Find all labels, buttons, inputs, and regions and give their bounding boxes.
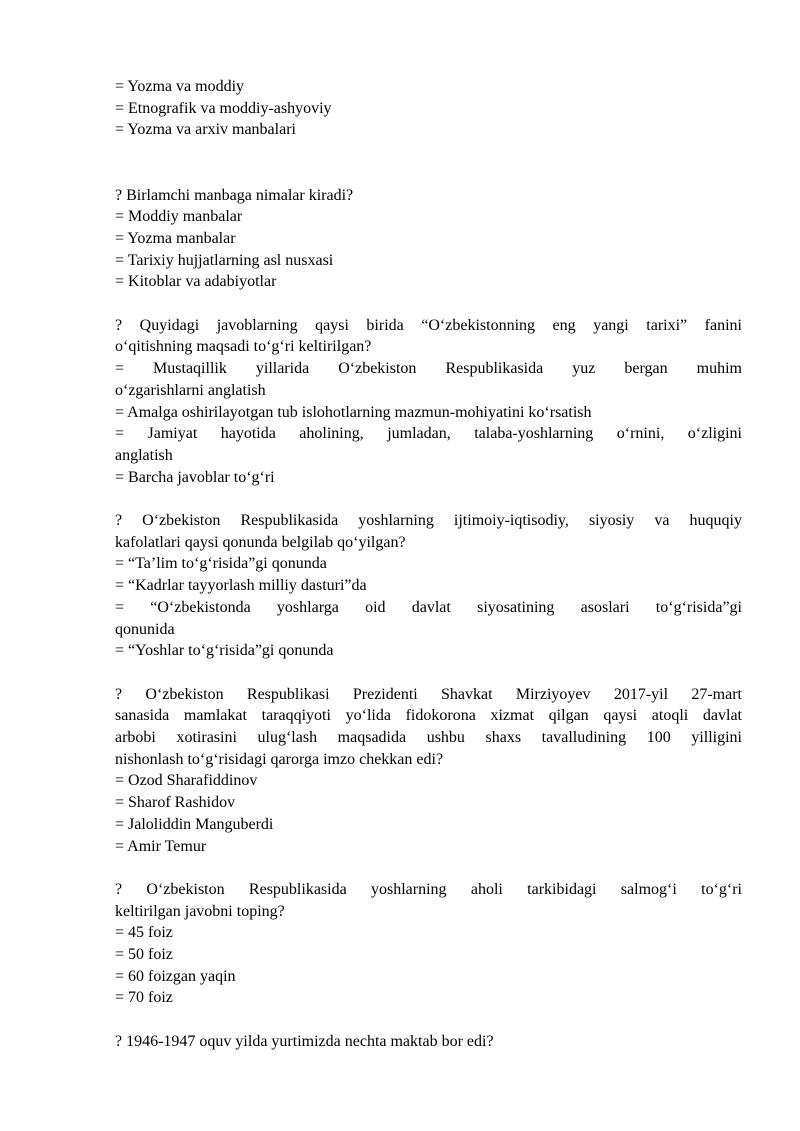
answer-option: = Mustaqillik yillarida O‘zbekiston Respublikasida yuz bergan muhim [115, 360, 742, 378]
answer-option: o‘zgarishlarni anglatish [115, 381, 266, 399]
question-text: ? O‘zbekiston Respublikasida yoshlarning aholi tarkibidagi salmog‘i to‘g‘ri [115, 880, 742, 898]
answer-option: = Amir Temur [115, 837, 207, 855]
answer-option: = Kitoblar va adabiyotlar [115, 273, 277, 291]
question-block [115, 510, 742, 662]
question-block [115, 315, 742, 489]
answer-option: = “O‘zbekistonda yoshlarga oid davlat siyosatining asoslari to‘g‘risida”gi [115, 598, 742, 616]
answer-option: = 70 foiz [115, 989, 173, 1007]
answer-option: = Yozma manbalar [115, 229, 236, 247]
answer-option: = Yozma va arxiv manbalari [115, 121, 296, 139]
answer-option: = Ozod Sharafiddinov [115, 772, 258, 790]
spacer [115, 662, 742, 684]
question-block [115, 1031, 742, 1053]
question-text: ? Quyidagi javoblarning qaysi birida “O‘zbekistonning eng yangi tarixi” fanini [115, 316, 742, 334]
question-text: ? O‘zbekiston Respublikasi Prezidenti Shavkat Mirziyoyev 2017-yil 27-mart [115, 685, 742, 703]
answer-option: = Jamiyat hayotida aholining, jumladan, talaba-yoshlarning o‘rnini, o‘zligini [115, 425, 742, 443]
answer-option: = Barcha javoblar to‘g‘ri [115, 468, 275, 486]
answer-option: = Etnografik va moddiy-ashyoviy [115, 99, 332, 117]
answer-option: qonunida [115, 620, 175, 638]
spacer [115, 488, 742, 510]
document-page [115, 76, 742, 1053]
question-block [115, 879, 742, 1009]
spacer [115, 293, 742, 315]
answer-option: = Tarixiy hujjatlarning asl nusxasi [115, 251, 334, 269]
question-text: arbobi xotirasini ulug‘lash maqsadida ushbu shaxs tavalludining 100 yilligini [115, 729, 742, 747]
question-text: sanasida mamlakat taraqqiyoti yo‘lida fidokorona xizmat qilgan qaysi atoqli davlat [115, 707, 742, 725]
question-text: kafolatlari qaysi qonunda belgilab qo‘yilgan? [115, 533, 406, 551]
answer-option: anglatish [115, 446, 173, 464]
answer-option: = Yozma va moddiy [115, 78, 245, 95]
answer-option: = 60 foizgan yaqin [115, 967, 236, 985]
answer-option: = Sharof Rashidov [115, 794, 236, 812]
spacer [115, 141, 742, 184]
question-block [115, 185, 742, 294]
answer-option: = Amalga oshirilayotgan tub islohotlarning mazmun-mohiyatini ko‘rsatish [115, 403, 592, 421]
question-text: keltirilgan javobni toping? [115, 902, 285, 920]
answer-option: = “Yoshlar to‘g‘risida”gi qonunda [115, 642, 334, 660]
question-text: ? O‘zbekiston Respublikasida yoshlarning ijtimoiy-iqtisodiy, siyosiy va huquqiy [115, 512, 742, 530]
answer-option: = 45 foiz [115, 924, 173, 942]
spacer [115, 1009, 742, 1031]
answer-option: = Jaloliddin Manguberdi [115, 815, 274, 833]
answer-option: = “Kadrlar tayyorlash milliy dasturi”da [115, 577, 367, 595]
intro-options [115, 76, 742, 141]
answer-option: = “Ta’lim to‘g‘risida”gi qonunda [115, 555, 327, 573]
question-text: ? 1946-1947 oquv yilda yurtimizda nechta maktab bor edi? [115, 1032, 494, 1050]
answer-option: = Moddiy manbalar [115, 208, 243, 226]
spacer [115, 857, 742, 879]
question-block [115, 684, 742, 858]
question-text: nishonlash to‘g‘risidagi qarorga imzo chekkan edi? [115, 750, 444, 768]
answer-option: = 50 foiz [115, 946, 173, 964]
question-text: ? Birlamchi manbaga nimalar kiradi? [115, 186, 354, 204]
question-text: o‘qitishning maqsadi to‘g‘ri keltirilgan? [115, 338, 372, 356]
